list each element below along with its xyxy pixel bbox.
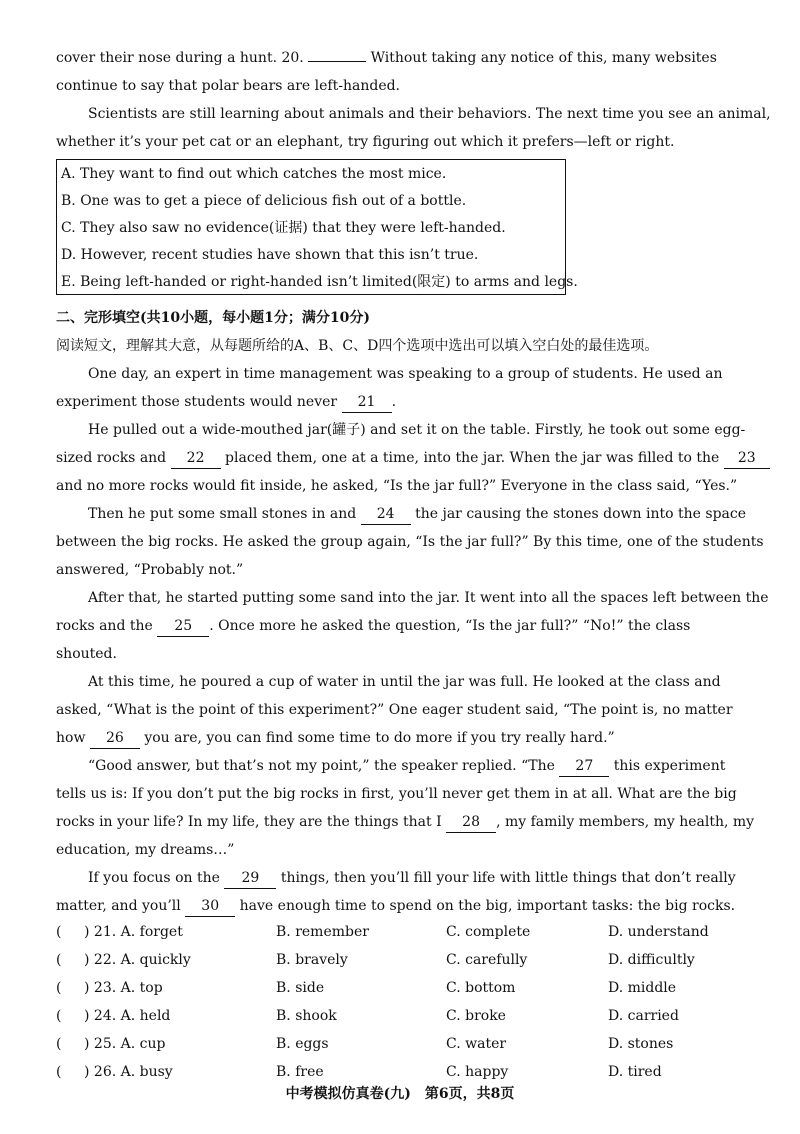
text-line: tells us is: If you don’t put the big rocks in first, you’ll never get them in at all. What are the big [56,786,737,802]
answer-paren[interactable]: ( [56,952,62,968]
question-number-option-a: ) 24. A. held [84,1008,171,1024]
text-line: asked, “What is the point of this experiment?” One eager student said, “The point is, no matter [56,702,733,718]
text-segment: Then he put some small stones in and [88,506,357,522]
question-row-25 [56,1030,736,1058]
text-line: whether it’s your pet cat or an elephant, try figuring out which it prefers—left or right. [56,134,675,150]
question-number-option-a: ) 22. A. quickly [84,952,191,968]
text-segment: , my family members, my health, my [496,814,755,830]
page-footer: 中考模拟仿真卷(九) 第6页，共8页 [285,1086,515,1102]
answer-blank-29[interactable]: 29 [224,868,276,889]
option-b: B. side [276,980,325,996]
option-e: E. Being left-handed or right-handed isn’t limited(限定) to arms and legs. [61,274,578,290]
text-line: continue to say that polar bears are left-handed. [56,78,401,94]
answer-paren[interactable]: ( [56,924,62,940]
question-number-option-a: ) 26. A. busy [84,1064,173,1080]
text-segment: this experiment [613,758,726,774]
option-b: B. eggs [276,1036,329,1052]
cloze-paragraph-7 [56,864,736,920]
text-line: After that, he started putting some sand into the jar. It went into all the spaces left between the [88,590,769,606]
text-line [56,388,720,416]
option-b: B. One was to get a piece of delicious fish out of a bottle. [61,193,467,209]
answer-blank-28[interactable]: 28 [446,812,496,833]
option-b: B. shook [276,1008,337,1024]
text-line: and no more rocks would fit inside, he asked, “Is the jar full?” Everyone in the class said, “Yes.” [56,478,738,494]
question-row-24 [56,1002,736,1030]
cloze-paragraph-5 [56,668,733,752]
text-segment: rocks and the [56,618,153,634]
option-c: C. complete [446,924,531,940]
option-d: D. understand [608,924,709,940]
text-line [56,864,736,892]
text-segment: experiment those students would never [56,394,338,410]
answer-blank-26[interactable]: 26 [90,728,140,749]
answer-blank-20[interactable] [308,61,366,62]
text-segment: matter, and you’ll [56,898,181,914]
question-row-22 [56,946,736,974]
option-d: D. However, recent studies have shown that this isn’t true. [61,247,479,263]
cloze-paragraph-3 [56,500,764,584]
text-line: shouted. [56,646,117,662]
text-line [56,724,720,752]
question-row-21 [56,918,736,946]
reading-paragraph-end [56,44,720,100]
text-line: between the big rocks. He asked the group again, “Is the jar full?” By this time, one of the students [56,534,764,550]
text-segment: sized rocks and [56,450,167,466]
answer-blank-25[interactable]: 25 [157,616,209,637]
answer-blank-27[interactable]: 27 [559,756,609,777]
text-segment: cover their nose during a hunt. 20. [56,50,304,66]
answer-paren[interactable]: ( [56,1008,62,1024]
text-segment: how [56,730,86,746]
answer-paren[interactable]: ( [56,1036,62,1052]
option-c: C. carefully [446,952,528,968]
text-line [56,892,736,920]
option-c: C. bottom [446,980,516,996]
question-number-option-a: ) 23. A. top [84,980,163,996]
cloze-paragraph-1 [56,360,723,416]
text-line [56,500,747,528]
option-b: B. free [276,1064,324,1080]
reading-paragraph-final [56,100,771,156]
cloze-paragraph-2 [56,416,756,500]
text-line: answered, “Probably not.” [56,562,244,578]
section-heading: 二、完形填空(共10小题，每小题1分；满分10分) [56,310,370,326]
text-segment: . Once more he asked the question, “Is the jar full?” “No!” the class [209,618,691,634]
option-d: D. middle [608,980,677,996]
option-c: C. broke [446,1008,506,1024]
answer-blank-22[interactable]: 22 [171,448,221,469]
text-segment: rocks in your life? In my life, they are the things that I [56,814,442,830]
text-line: One day, an expert in time management was speaking to a group of students. He used an [88,366,723,382]
question-number-option-a: ) 25. A. cup [84,1036,166,1052]
text-line: He pulled out a wide-mouthed jar(罐子) and set it on the table. Firstly, he took out some egg- [88,422,746,438]
option-d: D. difficultly [608,952,695,968]
option-c: C. They also saw no evidence(证据) that they were left-handed. [61,220,506,236]
text-line: education, my dreams…” [56,842,235,858]
answer-paren[interactable]: ( [56,1064,62,1080]
text-segment: “Good answer, but that’s not my point,” the speaker replied. “The [88,758,555,774]
answer-blank-24[interactable]: 24 [361,504,411,525]
cloze-paragraph-4 [56,584,769,668]
question-number-option-a: ) 21. A. forget [84,924,183,940]
answer-blank-21[interactable]: 21 [342,392,392,413]
option-b: B. bravely [276,952,348,968]
answer-paren[interactable]: ( [56,980,62,996]
text-line [56,808,755,836]
text-line [56,44,720,72]
option-d: D. stones [608,1036,674,1052]
option-d: D. carried [608,1008,679,1024]
answer-blank-30[interactable]: 30 [185,896,235,917]
text-segment: things, then you’ll fill your life with little things that don’t really [280,870,736,886]
text-line [56,612,720,640]
option-d: D. tired [608,1064,662,1080]
text-segment: you are, you can find some time to do more if you try really hard.” [144,730,615,746]
options-box [56,159,578,295]
text-segment: have enough time to spend on the big, important tasks: the big rocks. [239,898,736,914]
text-line [56,444,756,472]
text-line: At this time, he poured a cup of water in until the jar was full. He looked at the class and [88,674,721,690]
text-segment: If you focus on the [88,870,220,886]
option-c: C. water [446,1036,507,1052]
question-row-23 [56,974,736,1002]
text-line [56,752,726,780]
text-segment: Without taking any notice of this, many websites [370,50,717,66]
text-segment: the jar causing the stones down into the space [415,506,747,522]
text-segment: placed them, one at a time, into the jar. When the jar was filled to the [225,450,720,466]
text-segment: . [391,394,397,410]
cloze-paragraph-6 [56,752,755,864]
answer-blank-23[interactable]: 23 [724,448,770,469]
text-line: Scientists are still learning about animals and their behaviors. The next time you see an animal, [88,106,771,122]
option-a: A. They want to find out which catches the most mice. [61,166,447,182]
option-b: B. remember [276,924,369,940]
section-instruction: 阅读短文，理解其大意，从每题所给的A、B、C、D四个选项中选出可以填入空白处的最佳选项。 [56,338,659,354]
option-c: C. happy [446,1064,509,1080]
